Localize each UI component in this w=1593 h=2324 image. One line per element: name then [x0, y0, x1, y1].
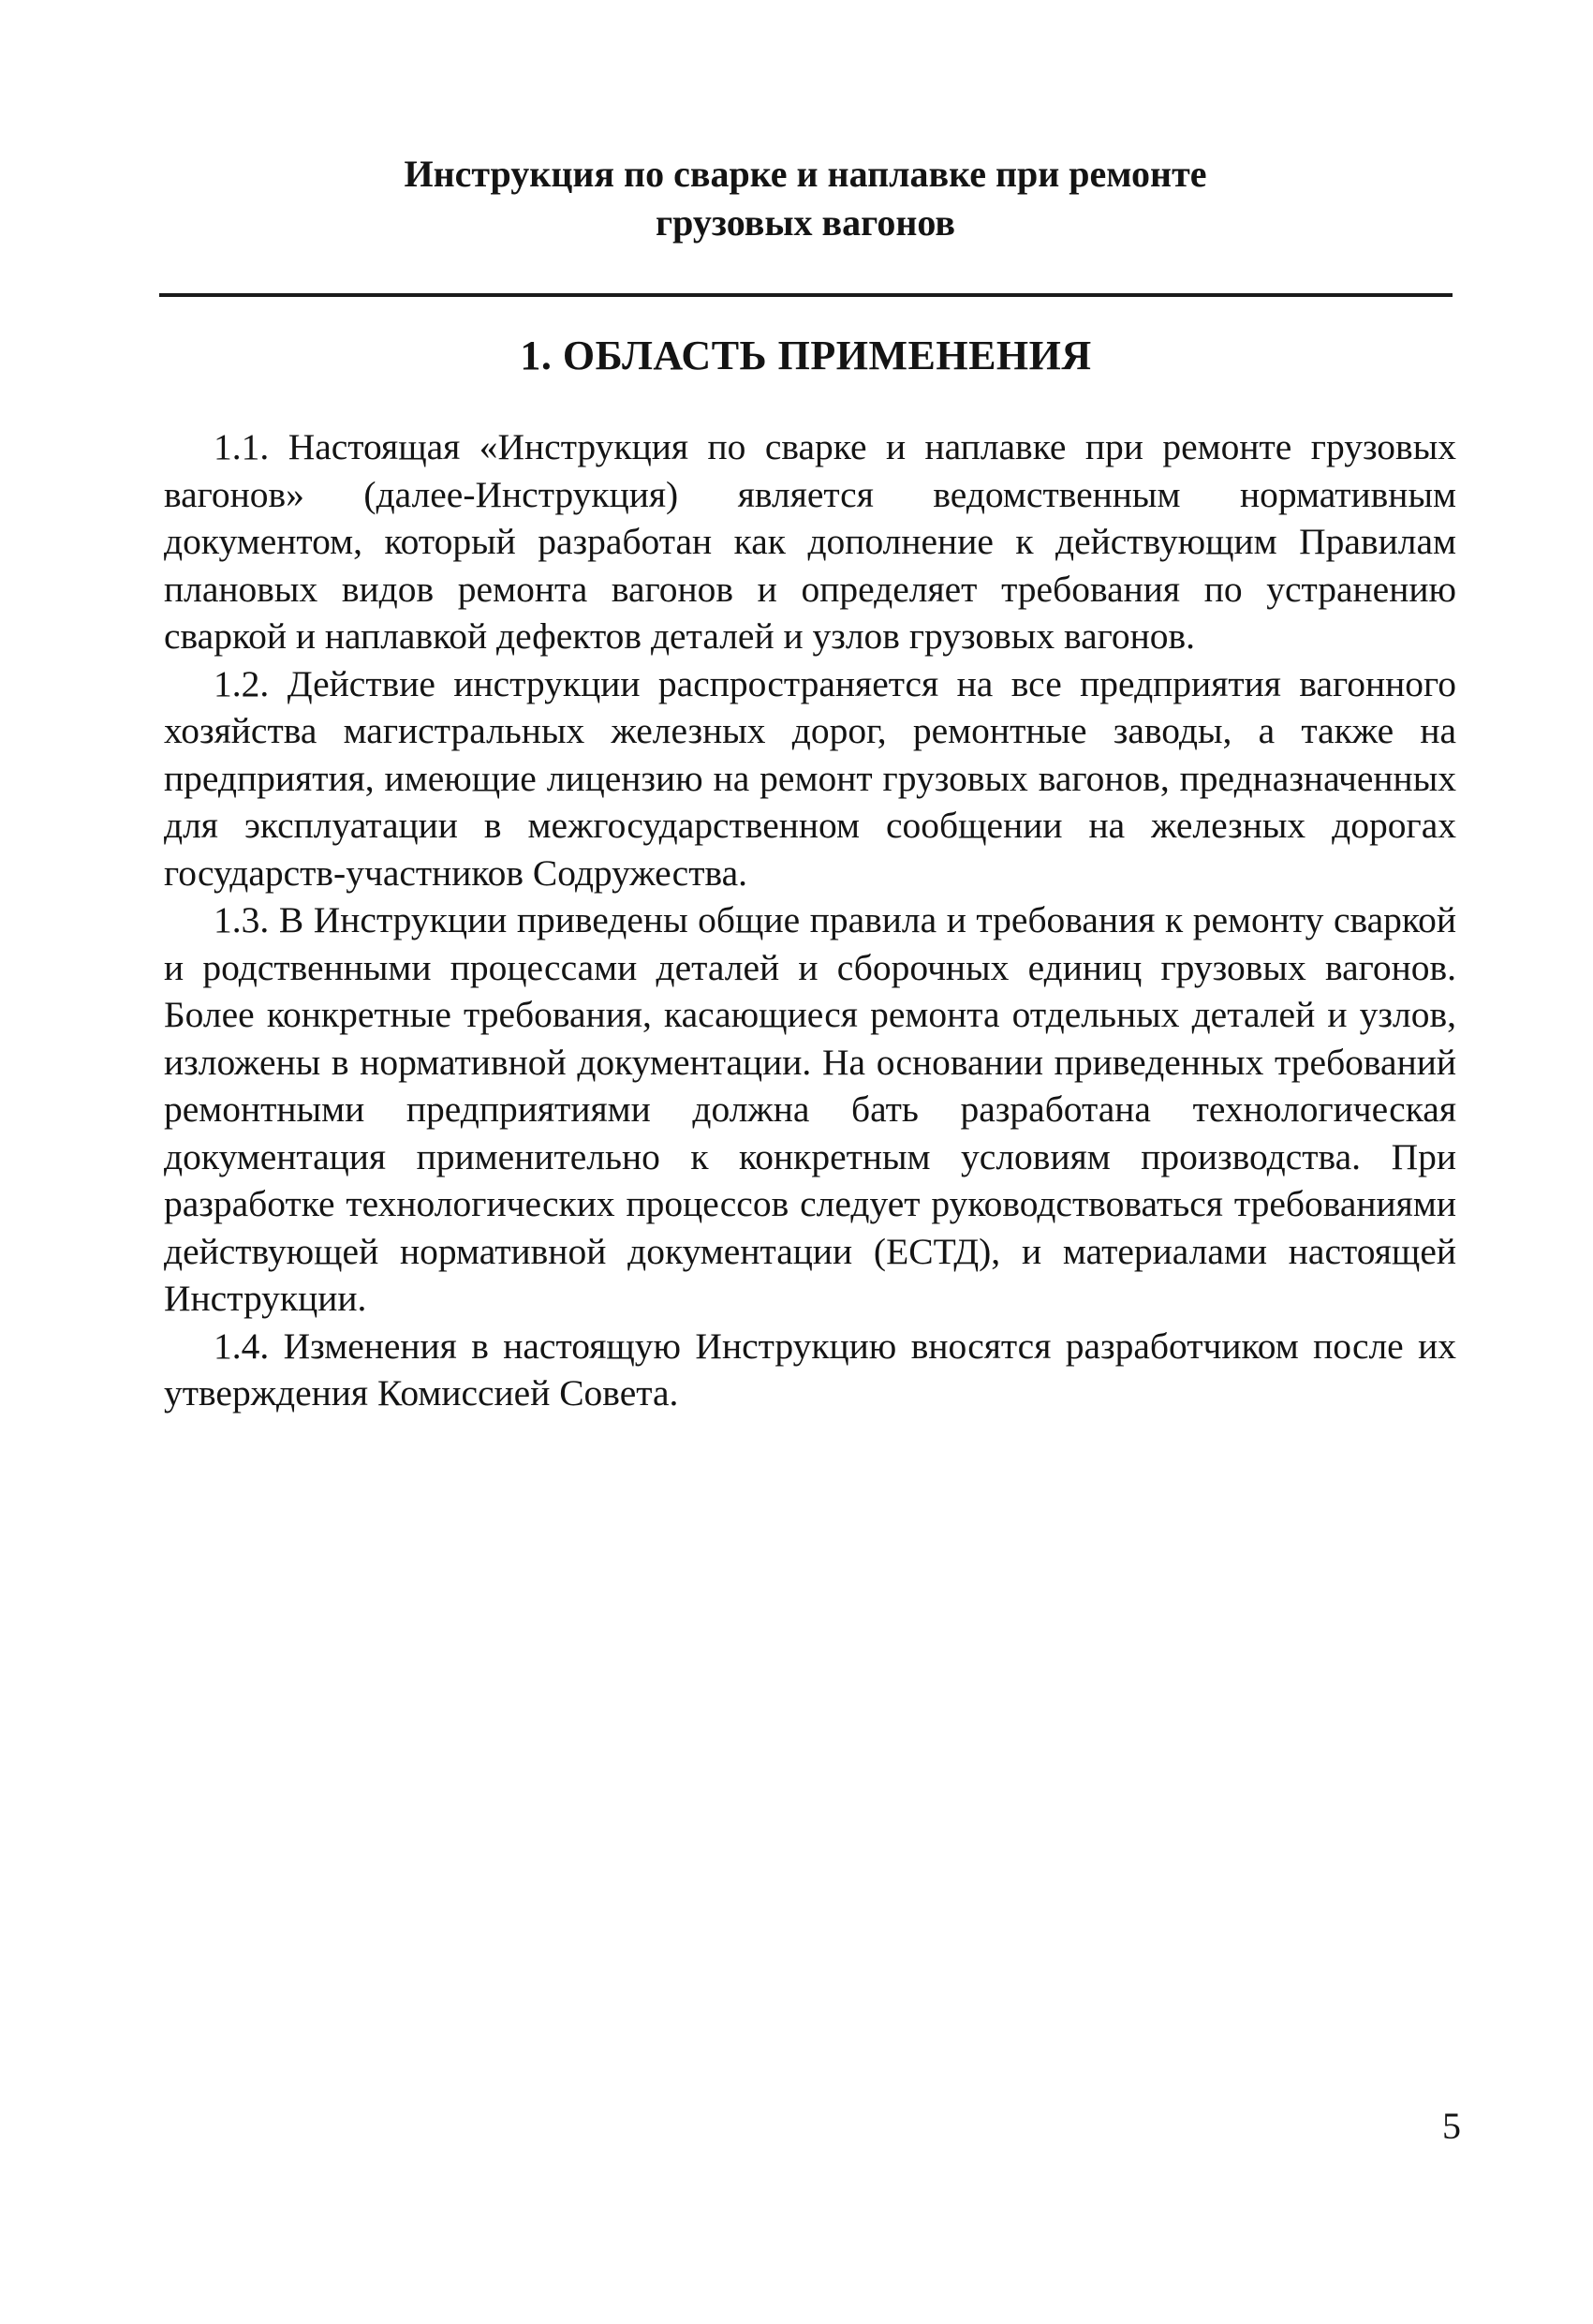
page-number: 5 [1442, 2105, 1461, 2147]
paragraph-1-1: 1.1. Настоящая «Инструкция по сварке и наплавке при ремонте грузовых вагонов» (далее-Инструкция) является ведомственным нормативным документом, который разработан как дополнение к действующим Правилам плановых видов ремонта вагонов и определяет требования по устранению сваркой и наплавкой дефектов деталей и узлов грузовых вагонов. [164, 426, 1456, 657]
document-title-line-1: Инструкция по сварке и наплавке при ремонте [404, 153, 1207, 195]
section-heading: 1. ОБЛАСТЬ ПРИМЕНЕНИЯ [520, 333, 1092, 378]
title-divider [159, 293, 1453, 297]
paragraph-1-2: 1.2. Действие инструкции распространяется на все предприятия вагонного хозяйства магистральных железных дорог, ремонтные заводы, а также на предприятия, имеющие лицензию на ремонт грузовых вагонов, предназначенных для эксплуатации в межгосударственном сообщении на железных дорогах государств-участников Содружества. [164, 662, 1456, 894]
paragraph-1-4: 1.4. Изменения в настоящую Инструкцию вносятся разработчиком после их утверждения Комиссией Совета. [164, 1325, 1456, 1414]
document-title [159, 150, 1452, 247]
paragraph-1-3: 1.3. В Инструкции приведены общие правила и требования к ремонту сваркой и родственными процессами деталей и сборочных единиц грузовых вагонов. Более конкретные требования, касающиеся ремонта отдельных деталей и узлов, изложены в нормативной документации. На основании приведенных требований ремонтными предприятиями должна бать разработана технологическая документация применительно к конкретным условиям производства. При разработке технологических процессов следует руководствоваться требованиями действующей нормативной документации (ЕСТД), и материалами настоящей Инструкции. [164, 899, 1456, 1319]
document-title-line-2: грузовых вагонов [656, 201, 955, 244]
body-text [164, 423, 1456, 1417]
